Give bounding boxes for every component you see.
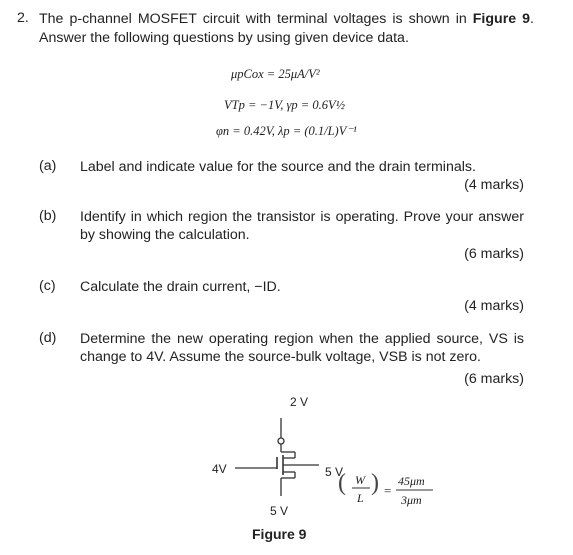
mosfet-circuit-diagram bbox=[195, 392, 475, 522]
ratio-numerator: 45μm bbox=[398, 474, 425, 488]
device-data-line-2: VTp = −1V, γp = 0.6V½ bbox=[224, 98, 345, 112]
part-c-letter: (c) bbox=[39, 278, 56, 294]
device-data-line-1: μpCox = 25μA/V² bbox=[231, 67, 320, 81]
figure-reference: Figure 9 bbox=[472, 11, 531, 27]
question-number: 2. bbox=[17, 10, 29, 26]
top-terminal-node bbox=[278, 438, 284, 444]
ratio-w: W bbox=[355, 473, 365, 487]
part-b-letter: (b) bbox=[39, 208, 57, 224]
part-d-marks: (6 marks) bbox=[464, 371, 524, 387]
gate-voltage: 4V bbox=[212, 462, 227, 476]
bottom-terminal-voltage: 5 V bbox=[270, 504, 289, 518]
ratio-right-paren: ) bbox=[371, 470, 379, 496]
part-a-marks: (4 marks) bbox=[464, 177, 524, 193]
question-intro bbox=[39, 10, 534, 48]
part-d-text: Determine the new operating region when the applied source, VS is change to 4V. Assume the source-bulk voltage, VSB is not zero. bbox=[80, 331, 524, 365]
part-a-text: Label and indicate value for the source and the drain terminals. bbox=[80, 159, 476, 175]
part-d-letter: (d) bbox=[39, 330, 57, 346]
ratio-l: L bbox=[357, 491, 364, 505]
intro-text-post: . Answer the following questions by using given device data. bbox=[39, 11, 534, 46]
part-c-text: Calculate the drain current, −ID. bbox=[80, 279, 281, 295]
ratio-denominator: 3μm bbox=[401, 493, 422, 507]
part-b-text: Identify in which region the transistor is operating. Prove your answer by showing the calculation. bbox=[80, 209, 524, 243]
ratio-left-paren: ( bbox=[338, 470, 346, 496]
part-b-marks: (6 marks) bbox=[464, 246, 524, 262]
part-a-letter: (a) bbox=[39, 158, 57, 174]
device-data-line-3: φn = 0.42V, λp = (0.1/L)V⁻¹ bbox=[216, 124, 357, 138]
ratio-equals: = bbox=[384, 483, 392, 498]
part-c-marks: (4 marks) bbox=[464, 298, 524, 314]
top-terminal-voltage: 2 V bbox=[290, 395, 309, 409]
intro-text-pre: The p-channel MOSFET circuit with terminal voltages is shown in bbox=[39, 11, 473, 27]
figure-caption: Figure 9 bbox=[252, 526, 307, 542]
bulk-voltage: 5 V bbox=[325, 465, 344, 479]
